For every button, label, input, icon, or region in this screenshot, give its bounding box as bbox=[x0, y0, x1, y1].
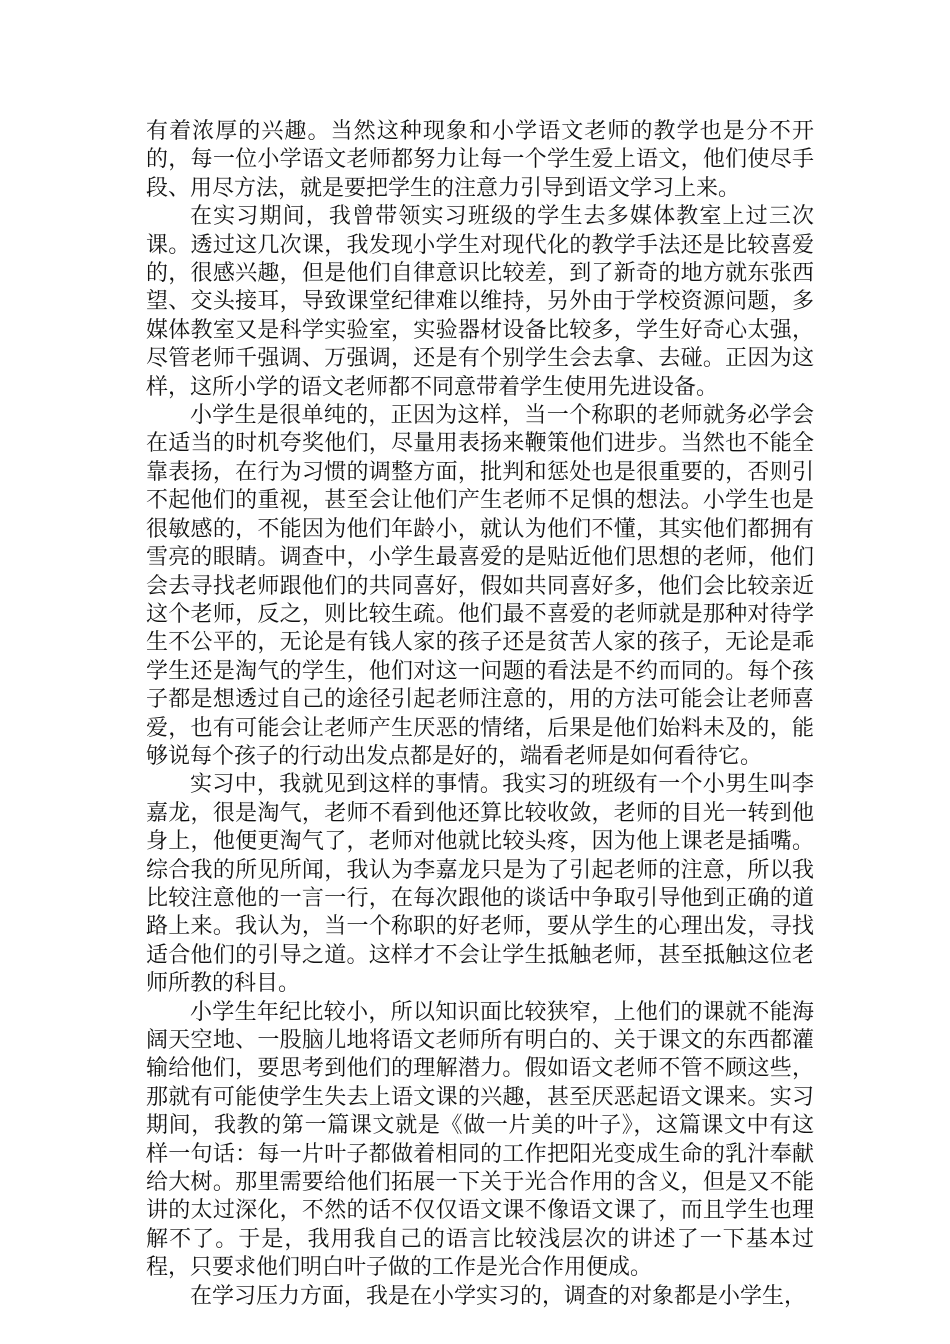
paragraph-2: 在实习期间，我曾带领实习班级的学生去多媒体教室上过三次课。透过这几次课，我发现小学生对现代化的教学手法还是比较喜爱的，很感兴趣，但是他们自律意识比较差，到了新奇的地方就东张西望、交头接耳，导致课堂纪律难以维持，另外由于学校资源问题，多媒体教室又是科学实验室，实验器材设备比较多，学生好奇心太强，尽管老师千强调、万强调，还是有个别学生会去拿、去碰。正因为这样，这所小学的语文老师都不同意带着学生使用先进设备。 bbox=[146, 204, 814, 400]
document-body bbox=[146, 118, 814, 1311]
paragraph-6: 在学习压力方面，我是在小学实习的，调查的对象都是小学生， bbox=[190, 1283, 807, 1309]
paragraph-1: 有着浓厚的兴趣。当然这种现象和小学语文老师的教学也是分不开的，每一位小学语文老师都努力让每一个学生爱上语文，他们使尽手段、用尽方法，就是要把学生的注意力引导到语文学习上来。 bbox=[146, 119, 814, 201]
paragraph-5: 小学生年纪比较小，所以知识面比较狭窄，上他们的课就不能海阔天空地、一股脑儿地将语文老师所有明白的、关于课文的东西都灌输给他们，要思考到他们的理解潜力。假如语文老师不管不顾这些，那就有可能使学生失去上语文课的兴趣，甚至厌恶起语文课来。实习期间，我教的第一篇课文就是《做一片美的叶子》，这篇课文中有这样一句话：每一片叶子都做着相同的工作把阳光变成生命的乳汁奉献给大树。那里需要给他们拓展一下关于光合作用的含义，但是又不能讲的太过深化，不然的话不仅仅语文课不像语文课了，而且学生也理解不了。于是，我用我自己的语言比较浅层次的讲述了一下基本过程，只要求他们明白叶子做的工作是光合作用便成。 bbox=[146, 999, 814, 1281]
paragraph-4: 实习中，我就见到这样的事情。我实习的班级有一个小男生叫李嘉龙，很是淘气，老师不看到他还算比较收敛，老师的目光一转到他身上，他便更淘气了，老师对他就比较头疼，因为他上课老是插嘴。综合我的所见所闻，我认为李嘉龙只是为了引起老师的注意，所以我比较注意他的一言一行，在每次跟他的谈话中争取引导他到正确的道路上来。我认为，当一个称职的好老师，要从学生的心理出发，寻找适合他们的引导之道。这样才不会让学生抵触老师，甚至抵触这位老师所教的科目。 bbox=[146, 772, 814, 997]
paragraph-3: 小学生是很单纯的，正因为这样，当一个称职的老师就务必学会在适当的时机夸奖他们，尽量用表扬来鞭策他们进步。当然也不能全靠表扬，在行为习惯的调整方面，批判和惩处也是很重要的，否则引不起他们的重视，甚至会让他们产生老师不足惧的想法。小学生也是很敏感的，不能因为他们年龄小，就认为他们不懂，其实他们都拥有雪亮的眼睛。调查中，小学生最喜爱的是贴近他们思想的老师，他们会去寻找老师跟他们的共同喜好，假如共同喜好多，他们会比较亲近这个老师，反之，则比较生疏。他们最不喜爱的老师就是那种对待学生不公平的，无论是有钱人家的孩子还是贫苦人家的孩子，无论是乖学生还是淘气的学生，他们对这一问题的看法是不约而同的。每个孩子都是想透过自己的途径引起老师注意的，用的方法可能会让老师喜爱，也有可能会让老师产生厌恶的情绪，后果是他们始料未及的，能够说每个孩子的行动出发点都是好的，端看老师是如何看待它。 bbox=[146, 403, 814, 769]
